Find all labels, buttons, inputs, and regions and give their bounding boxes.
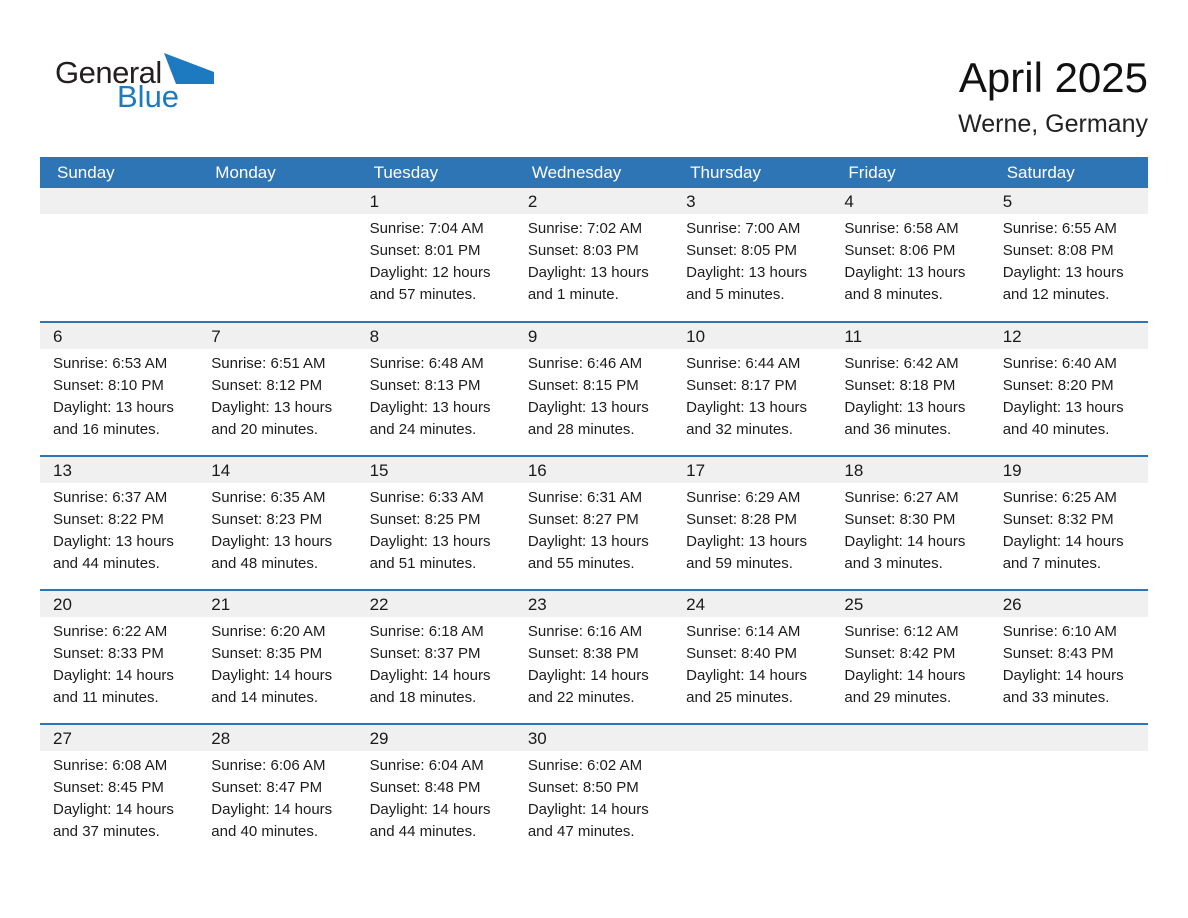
sunrise-text: Sunrise: 6:10 AM	[1002, 623, 1117, 640]
day-info	[198, 617, 356, 723]
logo-text-blue: Blue	[117, 79, 180, 114]
sunset-text: Sunset: 8:22 PM	[53, 511, 164, 528]
sunrise-text: Sunrise: 6:40 AM	[1002, 355, 1117, 372]
sunset-text: Sunset: 8:42 PM	[844, 645, 956, 662]
sunrise-text: Sunrise: 6:20 AM	[211, 623, 326, 640]
sunset-text: Sunset: 8:43 PM	[1002, 645, 1114, 662]
day-number: 4	[831, 188, 989, 214]
sunrise-text: Sunrise: 6:08 AM	[53, 757, 168, 774]
daylight-text: Daylight: 14 hours and 25 minutes.	[686, 667, 808, 706]
day-number: 19	[990, 457, 1148, 483]
daylight-text: Daylight: 14 hours and 3 minutes.	[844, 533, 966, 572]
logo-text-general: General	[55, 55, 162, 90]
calendar-day-cell	[357, 188, 515, 321]
day-info	[515, 483, 673, 589]
day-number: 28	[198, 725, 356, 751]
sunrise-text: Sunrise: 6:46 AM	[527, 355, 643, 372]
day-number: 25	[831, 591, 989, 617]
day-info	[831, 349, 989, 455]
daylight-text: Daylight: 13 hours and 36 minutes.	[844, 399, 966, 438]
week-row	[40, 188, 1148, 321]
daylight-text: Daylight: 13 hours and 24 minutes.	[369, 399, 491, 438]
calendar-day-cell	[515, 591, 673, 723]
calendar-day-cell	[990, 457, 1148, 589]
calendar-day-cell	[357, 457, 515, 589]
day-number: 1	[357, 188, 515, 214]
day-info	[673, 349, 831, 455]
sunset-text: Sunset: 8:10 PM	[53, 377, 164, 394]
sunset-text: Sunset: 8:47 PM	[211, 779, 323, 796]
day-number: 5	[990, 188, 1148, 214]
calendar-empty-cell	[198, 188, 356, 321]
sunset-text: Sunset: 8:50 PM	[527, 779, 639, 796]
daylight-text: Daylight: 13 hours and 48 minutes.	[211, 533, 333, 572]
week-row	[40, 723, 1148, 857]
day-number: 8	[357, 323, 515, 349]
calendar-day-cell	[515, 323, 673, 455]
calendar-day-cell	[357, 725, 515, 857]
day-number: 6	[40, 323, 198, 349]
calendar-day-cell	[40, 591, 198, 723]
day-number: 21	[198, 591, 356, 617]
daylight-text: Daylight: 14 hours and 22 minutes.	[527, 667, 649, 706]
daylight-text: Daylight: 14 hours and 14 minutes.	[211, 667, 333, 706]
calendar-empty-cell	[40, 188, 198, 321]
general-blue-logo	[55, 50, 214, 112]
weekday-header-monday: Monday	[215, 162, 276, 182]
day-number: 24	[673, 591, 831, 617]
day-number: 23	[515, 591, 673, 617]
day-info	[673, 617, 831, 723]
day-number	[40, 188, 198, 214]
day-info	[673, 751, 831, 769]
calendar-day-cell	[198, 323, 356, 455]
daylight-text: Daylight: 13 hours and 32 minutes.	[686, 399, 808, 438]
daylight-text: Daylight: 14 hours and 7 minutes.	[1002, 533, 1124, 572]
sunset-text: Sunset: 8:03 PM	[527, 242, 639, 259]
calendar-day-cell	[673, 323, 831, 455]
calendar-day-cell	[990, 323, 1148, 455]
day-number: 11	[831, 323, 989, 349]
sunrise-text: Sunrise: 6:55 AM	[1002, 220, 1117, 237]
sunrise-text: Sunrise: 6:33 AM	[369, 489, 484, 506]
day-number: 12	[990, 323, 1148, 349]
day-number: 17	[673, 457, 831, 483]
sunrise-text: Sunrise: 6:44 AM	[686, 355, 801, 372]
day-info	[40, 483, 198, 589]
day-info	[990, 751, 1148, 769]
sunrise-text: Sunrise: 6:31 AM	[527, 489, 643, 506]
sunset-text: Sunset: 8:27 PM	[527, 511, 639, 528]
day-info	[40, 214, 198, 232]
location-subtitle: Werne, Germany	[958, 110, 1148, 139]
sunset-text: Sunset: 8:20 PM	[1002, 377, 1114, 394]
calendar-day-cell	[198, 725, 356, 857]
day-info	[831, 617, 989, 723]
sunrise-text: Sunrise: 6:04 AM	[369, 757, 484, 774]
calendar-body	[40, 188, 1148, 857]
sunrise-text: Sunrise: 7:04 AM	[369, 220, 484, 237]
sunrise-text: Sunrise: 6:14 AM	[686, 623, 801, 640]
sunset-text: Sunset: 8:13 PM	[369, 377, 481, 394]
sunrise-text: Sunrise: 6:12 AM	[844, 623, 959, 640]
daylight-text: Daylight: 13 hours and 16 minutes.	[53, 399, 174, 438]
day-info	[198, 349, 356, 455]
day-info	[990, 214, 1148, 320]
daylight-text: Daylight: 13 hours and 55 minutes.	[527, 533, 649, 572]
daylight-text: Daylight: 12 hours and 57 minutes.	[369, 264, 491, 303]
day-info	[357, 617, 515, 723]
calendar-day-cell	[673, 188, 831, 321]
calendar-empty-cell	[990, 725, 1148, 857]
day-number: 26	[990, 591, 1148, 617]
daylight-text: Daylight: 13 hours and 1 minute.	[527, 264, 649, 303]
day-number: 16	[515, 457, 673, 483]
sunset-text: Sunset: 8:28 PM	[686, 511, 798, 528]
day-number	[990, 725, 1148, 751]
sunset-text: Sunset: 8:05 PM	[686, 242, 798, 259]
day-info	[990, 483, 1148, 589]
weekday-header-row	[40, 157, 1148, 188]
daylight-text: Daylight: 13 hours and 20 minutes.	[211, 399, 333, 438]
daylight-text: Daylight: 14 hours and 40 minutes.	[211, 801, 333, 840]
sunrise-text: Sunrise: 6:27 AM	[844, 489, 959, 506]
calendar-day-cell	[990, 591, 1148, 723]
calendar-day-cell	[515, 188, 673, 321]
weekday-header-tuesday: Tuesday	[373, 162, 439, 182]
calendar-day-cell	[40, 725, 198, 857]
day-info	[198, 751, 356, 857]
sunrise-text: Sunrise: 6:16 AM	[527, 623, 643, 640]
week-row	[40, 455, 1148, 589]
sunset-text: Sunset: 8:48 PM	[369, 779, 481, 796]
day-info	[198, 214, 356, 232]
daylight-text: Daylight: 13 hours and 51 minutes.	[369, 533, 491, 572]
weekday-header-friday: Friday	[848, 162, 896, 182]
calendar-empty-cell	[831, 725, 989, 857]
calendar-day-cell	[990, 188, 1148, 321]
day-number: 29	[357, 725, 515, 751]
sunset-text: Sunset: 8:06 PM	[844, 242, 956, 259]
day-info	[831, 751, 989, 769]
title-block	[958, 50, 1148, 139]
weekday-header-saturday: Saturday	[1006, 162, 1075, 182]
day-number: 7	[198, 323, 356, 349]
day-number: 22	[357, 591, 515, 617]
calendar-day-cell	[831, 323, 989, 455]
calendar-day-cell	[831, 188, 989, 321]
sunrise-text: Sunrise: 6:25 AM	[1002, 489, 1117, 506]
calendar-day-cell	[831, 591, 989, 723]
sunset-text: Sunset: 8:18 PM	[844, 377, 956, 394]
daylight-text: Daylight: 14 hours and 37 minutes.	[53, 801, 174, 840]
calendar-day-cell	[673, 457, 831, 589]
day-info	[673, 214, 831, 320]
day-info	[40, 751, 198, 857]
day-info	[357, 214, 515, 320]
day-info	[357, 349, 515, 455]
week-row	[40, 321, 1148, 455]
day-info	[357, 751, 515, 857]
sunset-text: Sunset: 8:15 PM	[527, 377, 639, 394]
calendar-day-cell	[357, 591, 515, 723]
day-number: 14	[198, 457, 356, 483]
day-info	[831, 214, 989, 320]
sunrise-text: Sunrise: 6:29 AM	[686, 489, 801, 506]
day-info	[515, 349, 673, 455]
sunrise-text: Sunrise: 6:58 AM	[844, 220, 959, 237]
sunrise-text: Sunrise: 6:42 AM	[844, 355, 959, 372]
sunset-text: Sunset: 8:30 PM	[844, 511, 956, 528]
sunrise-text: Sunrise: 6:48 AM	[369, 355, 484, 372]
day-info	[990, 617, 1148, 723]
sunrise-text: Sunrise: 6:02 AM	[527, 757, 643, 774]
calendar-day-cell	[40, 323, 198, 455]
calendar-day-cell	[515, 457, 673, 589]
day-info	[515, 214, 673, 320]
sunrise-text: Sunrise: 6:51 AM	[211, 355, 326, 372]
day-info	[831, 483, 989, 589]
month-title: April 2025	[958, 54, 1148, 101]
sunset-text: Sunset: 8:25 PM	[369, 511, 481, 528]
day-number: 18	[831, 457, 989, 483]
sunrise-text: Sunrise: 6:18 AM	[369, 623, 484, 640]
calendar-day-cell	[357, 323, 515, 455]
sunrise-text: Sunrise: 6:06 AM	[211, 757, 326, 774]
day-number	[831, 725, 989, 751]
day-number: 3	[673, 188, 831, 214]
day-number: 30	[515, 725, 673, 751]
daylight-text: Daylight: 14 hours and 18 minutes.	[369, 667, 491, 706]
calendar-day-cell	[198, 591, 356, 723]
sunset-text: Sunset: 8:33 PM	[53, 645, 164, 662]
sunset-text: Sunset: 8:45 PM	[53, 779, 164, 796]
calendar-day-cell	[198, 457, 356, 589]
day-number: 2	[515, 188, 673, 214]
sunset-text: Sunset: 8:32 PM	[1002, 511, 1114, 528]
weekday-header-wednesday: Wednesday	[531, 162, 622, 182]
sunrise-text: Sunrise: 7:02 AM	[527, 220, 643, 237]
sunset-text: Sunset: 8:17 PM	[686, 377, 798, 394]
daylight-text: Daylight: 13 hours and 5 minutes.	[686, 264, 808, 303]
daylight-text: Daylight: 14 hours and 47 minutes.	[527, 801, 649, 840]
day-info	[40, 349, 198, 455]
daylight-text: Daylight: 14 hours and 11 minutes.	[53, 667, 174, 706]
day-info	[40, 617, 198, 723]
day-number: 27	[40, 725, 198, 751]
day-info	[515, 617, 673, 723]
day-number: 15	[357, 457, 515, 483]
week-row	[40, 589, 1148, 723]
sunset-text: Sunset: 8:01 PM	[369, 242, 481, 259]
sunrise-text: Sunrise: 6:53 AM	[53, 355, 168, 372]
day-number	[673, 725, 831, 751]
day-number: 20	[40, 591, 198, 617]
daylight-text: Daylight: 13 hours and 44 minutes.	[53, 533, 174, 572]
calendar-empty-cell	[673, 725, 831, 857]
sunset-text: Sunset: 8:40 PM	[686, 645, 798, 662]
sunrise-text: Sunrise: 7:00 AM	[686, 220, 801, 237]
weekday-header-thursday: Thursday	[690, 162, 762, 182]
daylight-text: Daylight: 13 hours and 40 minutes.	[1002, 399, 1124, 438]
daylight-text: Daylight: 13 hours and 12 minutes.	[1002, 264, 1124, 303]
daylight-text: Daylight: 14 hours and 29 minutes.	[844, 667, 966, 706]
day-number: 13	[40, 457, 198, 483]
daylight-text: Daylight: 14 hours and 33 minutes.	[1002, 667, 1124, 706]
day-number	[198, 188, 356, 214]
weekday-header-sunday: Sunday	[57, 162, 115, 182]
day-info	[673, 483, 831, 589]
sunset-text: Sunset: 8:23 PM	[211, 511, 323, 528]
calendar-day-cell	[673, 591, 831, 723]
daylight-text: Daylight: 14 hours and 44 minutes.	[369, 801, 491, 840]
sunset-text: Sunset: 8:37 PM	[369, 645, 481, 662]
calendar-day-cell	[515, 725, 673, 857]
day-number: 9	[515, 323, 673, 349]
day-info	[515, 751, 673, 857]
day-info	[357, 483, 515, 589]
sunrise-text: Sunrise: 6:22 AM	[53, 623, 168, 640]
sunset-text: Sunset: 8:38 PM	[527, 645, 639, 662]
sunset-text: Sunset: 8:12 PM	[211, 377, 323, 394]
day-number: 10	[673, 323, 831, 349]
sunset-text: Sunset: 8:35 PM	[211, 645, 323, 662]
calendar-day-cell	[40, 457, 198, 589]
daylight-text: Daylight: 13 hours and 59 minutes.	[686, 533, 808, 572]
sunrise-text: Sunrise: 6:37 AM	[53, 489, 168, 506]
day-info	[198, 483, 356, 589]
day-info	[990, 349, 1148, 455]
sunset-text: Sunset: 8:08 PM	[1002, 242, 1114, 259]
page-header	[0, 0, 1188, 157]
daylight-text: Daylight: 13 hours and 8 minutes.	[844, 264, 966, 303]
calendar-table	[40, 157, 1148, 857]
calendar-day-cell	[831, 457, 989, 589]
daylight-text: Daylight: 13 hours and 28 minutes.	[527, 399, 649, 438]
sunrise-text: Sunrise: 6:35 AM	[211, 489, 326, 506]
